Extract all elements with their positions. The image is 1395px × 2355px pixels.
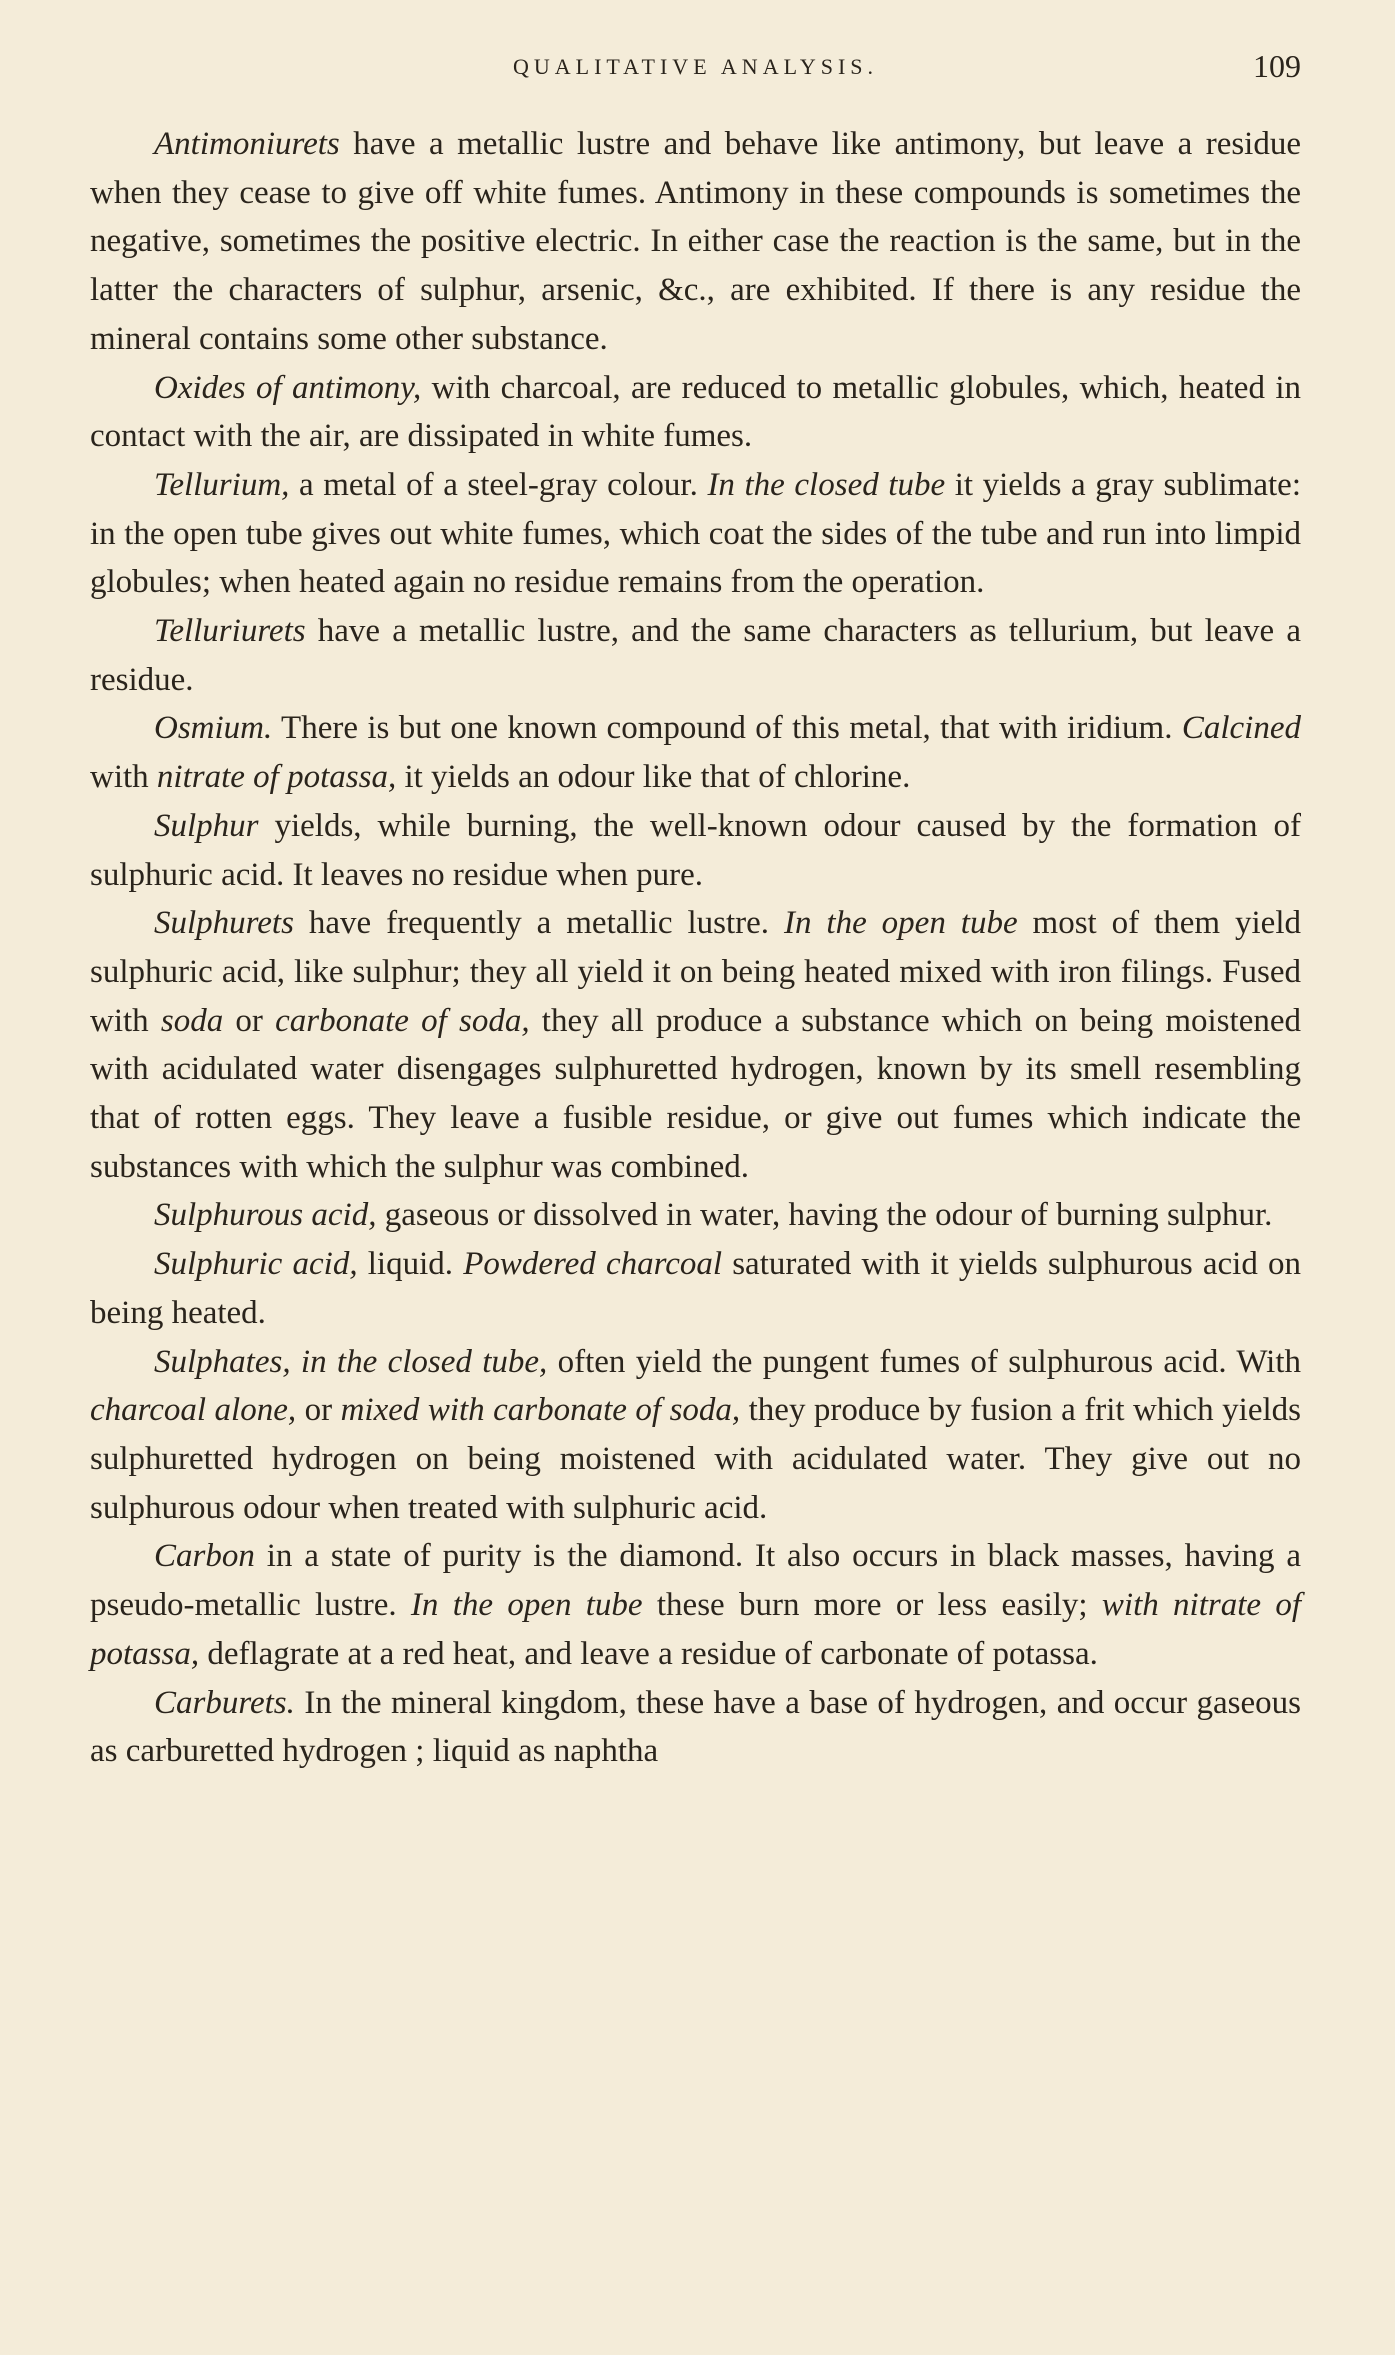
term: Sulphur — [154, 807, 259, 844]
italic-phrase: Calcined — [1181, 710, 1301, 747]
paragraph-text: There is but one known compound of this metal, that with iridium. — [272, 710, 1182, 747]
paragraph-text: a metal of a steel-gray colour. — [289, 466, 708, 503]
italic-phrase: charcoal alone, — [90, 1392, 297, 1429]
paragraph-oxides-of-antimony — [90, 364, 1301, 461]
paragraph-text: have a metallic lustre, and the same characters as tellurium, but leave a residue. — [90, 613, 1301, 698]
paragraph-antimoniurets — [90, 120, 1301, 364]
paragraph-text: in a state of purity is the diamond. It also occurs in black masses, having a pseudo-metallic lustre. — [90, 1538, 1301, 1624]
italic-phrase: In the open tube — [784, 905, 1018, 942]
paragraph-text: it yields an odour like that of chlorine. — [396, 759, 911, 796]
paragraph-text: it yields a gray sublimate: in the open tube gives out white fumes, which coat the sides of the tube and run into limpid globules; when heated again no residue remains from the operation. — [90, 466, 1301, 601]
paragraph-text: most of them yield sulphuric acid, like sulphur; they all yield it on being heated mixed with iron filings. Fused with — [90, 905, 1301, 1039]
paragraph-tellurium — [90, 461, 1301, 607]
paragraph-text: yields, while burning, the well-known odour caused by the formation of sulphuric acid. It leaves no residue when pure. — [90, 807, 1301, 893]
term: Sulphurous acid, — [154, 1197, 377, 1234]
page-header — [90, 48, 1301, 88]
paragraph-carbon — [90, 1532, 1301, 1678]
paragraph-text: gaseous or dissolved in water, having the odour of burning sulphur. — [376, 1197, 1273, 1234]
term: Carburets. — [154, 1684, 295, 1721]
term: Oxides of antimony, — [154, 369, 422, 406]
paragraph-text: often yield the pungent fumes of sulphurous acid. With — [547, 1343, 1301, 1380]
italic-phrase: Powdered charcoal — [463, 1246, 723, 1283]
italic-phrase: mixed with carbonate of soda, — [340, 1392, 741, 1429]
paragraph-text: these burn more or less easily; — [642, 1587, 1102, 1624]
italic-phrase: nitrate of potassa, — [156, 759, 397, 796]
paragraph-text: with charcoal, are reduced to metallic globules, which, heated in contact with the air, are dissipated in white fumes. — [90, 369, 1301, 455]
paragraph-telluriurets — [90, 607, 1301, 704]
paragraph-osmium — [90, 704, 1301, 801]
paragraph-sulphates — [90, 1338, 1301, 1533]
term: Sulphates, in the closed tube, — [154, 1343, 548, 1380]
paragraph-sulphur — [90, 802, 1301, 899]
page-number: 109 — [1253, 48, 1301, 84]
term: Sulphurets — [154, 905, 294, 942]
paragraph-text: or — [223, 1002, 276, 1039]
paragraph-text: they produce by fusion a frit which yields sulphuretted hydrogen on being moistened with acidulated water. They give out no sulphurous odour when treated with sulphuric acid. — [90, 1392, 1301, 1526]
italic-phrase: In the closed tube — [707, 466, 946, 503]
term: Telluriurets — [154, 613, 306, 650]
italic-phrase: with nitrate of potassa, — [90, 1587, 1301, 1672]
paragraph-text: or — [296, 1392, 341, 1429]
term: Antimoniurets — [154, 126, 340, 162]
paragraph-sulphurous-acid — [90, 1191, 1301, 1240]
italic-phrase: soda — [160, 1002, 224, 1039]
paragraph-sulphurets — [90, 899, 1301, 1191]
paragraph-text: they all produce a substance which on being moistened with acidulated water disengages sulphuretted hydrogen, known by its smell resembling that of rotten eggs. They leave a fusible residue, or give out fumes which indicate the substances with which the sulphur was combined. — [90, 1002, 1301, 1185]
term: Sulphuric acid, — [154, 1246, 358, 1283]
running-head: QUALITATIVE ANALYSIS. — [512, 54, 878, 79]
paragraph-text: have a metallic lustre and behave like antimony, but leave a residue when they cease to give off white fumes. Antimony in these compounds is sometimes the negative, sometimes the positive electric. In either case the reaction is the same, but in the latter the characters of sulphur, arsenic, &c., are exhibited. If there is any residue the mineral contains some other substance. — [90, 126, 1301, 357]
paragraph-text: with — [90, 759, 157, 796]
italic-phrase: carbonate of soda, — [275, 1002, 530, 1039]
paragraph-text: have frequently a metallic lustre. — [293, 905, 784, 942]
paragraph-sulphuric-acid — [90, 1240, 1301, 1337]
term: Carbon — [154, 1538, 255, 1575]
italic-phrase: In the open tube — [410, 1587, 643, 1624]
paragraph-text: deflagrate at a red heat, and leave a residue of carbonate of potassa. — [199, 1635, 1098, 1672]
paragraph-text: saturated with it yields sulphurous acid on being heated. — [90, 1246, 1301, 1331]
paragraph-carburets — [90, 1679, 1301, 1776]
term: Osmium. — [154, 710, 273, 747]
body-text — [90, 120, 1301, 1776]
term: Tellurium, — [154, 466, 290, 503]
paragraph-text: liquid. — [357, 1246, 464, 1283]
paragraph-text: In the mineral kingdom, these have a base of hydrogen, and occur gaseous as carburetted hydrogen ; liquid as naphtha — [90, 1684, 1301, 1770]
